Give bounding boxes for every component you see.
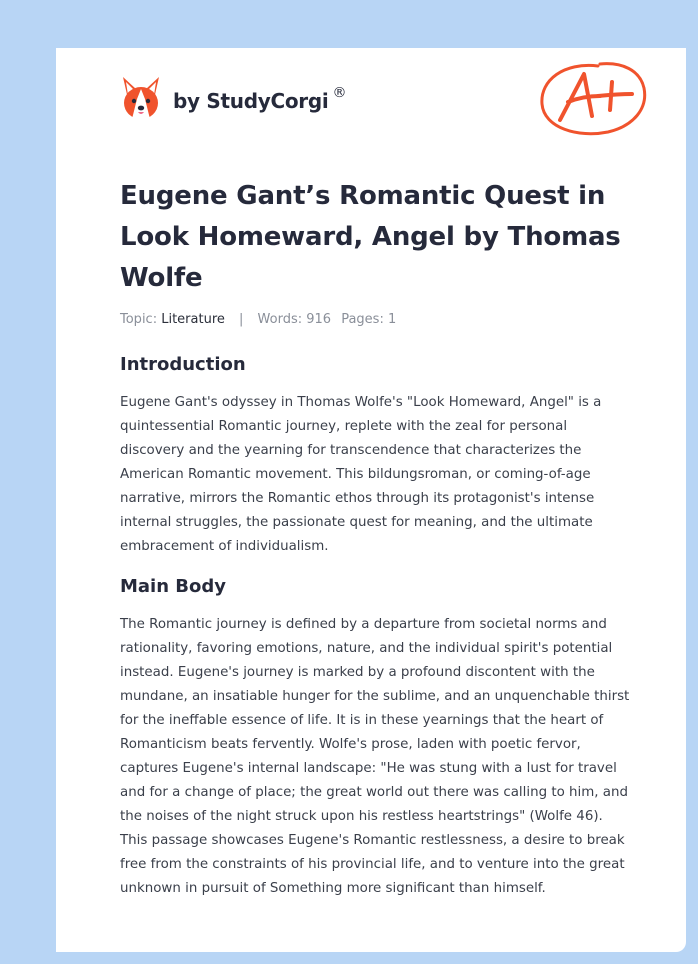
brand-header[interactable] — [120, 75, 346, 121]
word-count: Words: 916 — [257, 312, 332, 327]
registered-mark: ® — [332, 85, 347, 101]
page-count: Pages: 1 — [341, 312, 397, 327]
brand-name: by StudyCorgi — [173, 89, 329, 113]
document-page — [56, 48, 686, 952]
section-paragraph-main-body: The Romantic journey is defined by a departure from societal norms and rationality, favoring emotions, nature, and the individual spirit's potential instead. Eugene's journey is marked by a profound discontent with the mundane, an insatiable hunger for the sublime, and an unquenchable thirst for the ineffable essence of life. It is in these yearnings that the heart of Romanticism beats fervently. Wolfe's prose, laden with poetic fervor, captures Eugene's internal landscape: "He was stung with a lust for travel and for a change of place; the great world out there was calling to him, and the noises of the night struck upon his restless heartstrings" (Wolfe 46). This passage showcases Eugene's Romantic restlessness, a desire to break free from the constraints of his provincial life, and to venture into the great unknown in pursuit of Something more significant than himself. — [120, 617, 630, 896]
section-paragraph-introduction: Eugene Gant's odyssey in Thomas Wolfe's "Look Homeward, Angel" is a quintessential Romantic journey, replete with the zeal for personal discovery and the yearning for transcendence that characterizes the American Romantic movement. This bildungsroman, or coming-of-age narrative, mirrors the Romantic ethos through its protagonist's intense internal struggles, the passionate quest for meaning, and the ultimate embracement of individualism. — [120, 395, 602, 554]
section-heading-introduction: Introduction — [120, 354, 246, 375]
topic-link[interactable]: Literature — [161, 312, 225, 327]
a-plus-grade-icon — [538, 58, 650, 138]
corgi-logo-icon — [120, 75, 162, 121]
section-heading-main-body: Main Body — [120, 576, 227, 597]
document-title: Eugene Gant’s Romantic Quest in Look Homeward, Angel by Thomas Wolfe — [120, 181, 621, 293]
meta-separator: | — [239, 312, 244, 327]
topic-label: Topic: — [120, 312, 158, 327]
document-meta — [120, 312, 396, 327]
